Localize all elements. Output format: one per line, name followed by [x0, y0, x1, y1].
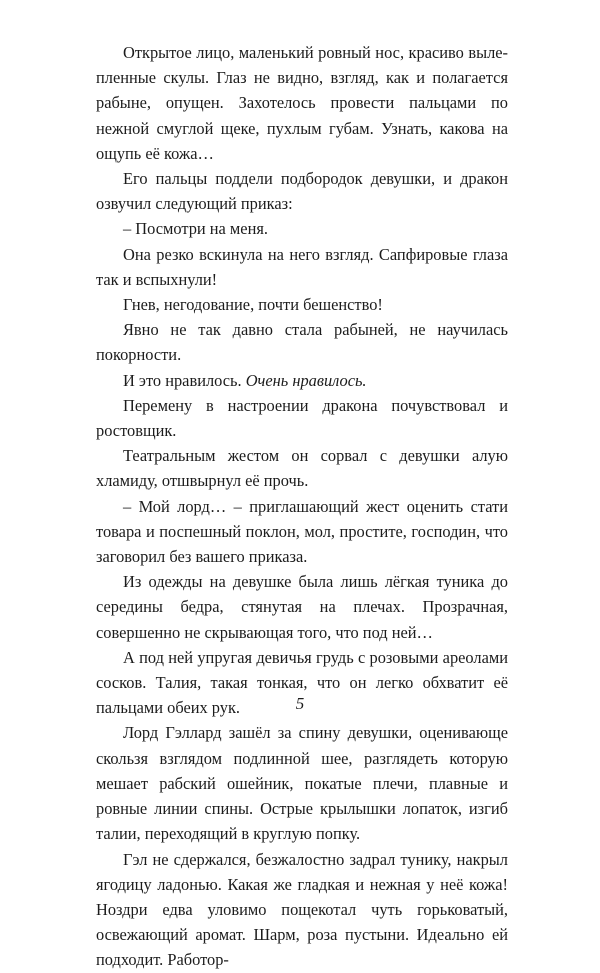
paragraph-8: Перемену в настроении дракона почувствовал и ростовщик. [96, 395, 508, 441]
paragraph-11: Из одежды на девушке была лишь лёгкая туника до середины бедра, стянутая на плечах. Прозрачная, совершенно не скрывающая того, что под ней… [96, 572, 508, 642]
paragraph-14: Гэл не сдержался, безжалостно задрал тунику, накрыл ягодицу ладонью. Какая же гладкая и нежная у неё кожа! Ноздри едва уловимо пощекотал чуть горьковатый, освежающий аромат. Шарм, роза пустыни. Идеально ей подходит. Работор- [96, 849, 508, 970]
italic-emphasis: Очень нравилось. [245, 370, 367, 390]
paragraph-2: Его пальцы поддели подбородок девушки, и дракон озвучил следующий приказ: [96, 169, 508, 214]
paragraph-3: – Посмотри на меня. [123, 219, 268, 239]
paragraph-9: Театральным жестом он сорвал с девушки алую хламиду, отшвырнул её прочь. [96, 446, 508, 491]
page-number: 5 [295, 694, 305, 713]
paragraph-12: А под ней упругая девичья грудь с розовыми ареолами сосков. Талия, такая тонкая, что он легко обхватит её пальцами обеих рук. [96, 647, 508, 718]
book-page-text [96, 40, 508, 970]
paragraph-5: Гнев, негодование, почти бешенство! [123, 295, 383, 315]
paragraph-6: Явно не так давно стала рабыней, не научилась покорности. [96, 320, 508, 365]
paragraph-4: Она резко вскинула на него взгляд. Сапфировые глаза так и вспыхнули! [96, 244, 508, 289]
paragraph-10: – Мой лорд… – приглашающий жест оценить стати товара и поспешный поклон, мол, простите, господин, что заговорил без вашего приказа. [96, 496, 508, 567]
paragraph-7: И это нравилось. Очень нравилось. [123, 370, 367, 390]
paragraph-13: Лорд Гэллард зашёл за спину девушки, оценивающе скользя взглядом подлинной шее, разглядеть которую мешает рабский ошейник, покатые плечи, плавные и ровные линии спины. Острые крылышки лопаток, изгиб талии, переходящий в круглую попку. [96, 723, 508, 844]
paragraph-1: Открытое лицо, маленький ровный нос, красиво вылепленные скулы. Глаз не видно, взгляд, как и полагается рабыне, опущен. Захотелось провести пальцами по нежной смуглой щеке, пухлым губам. Узнать, какова на ощупь её кожа… [96, 43, 508, 163]
